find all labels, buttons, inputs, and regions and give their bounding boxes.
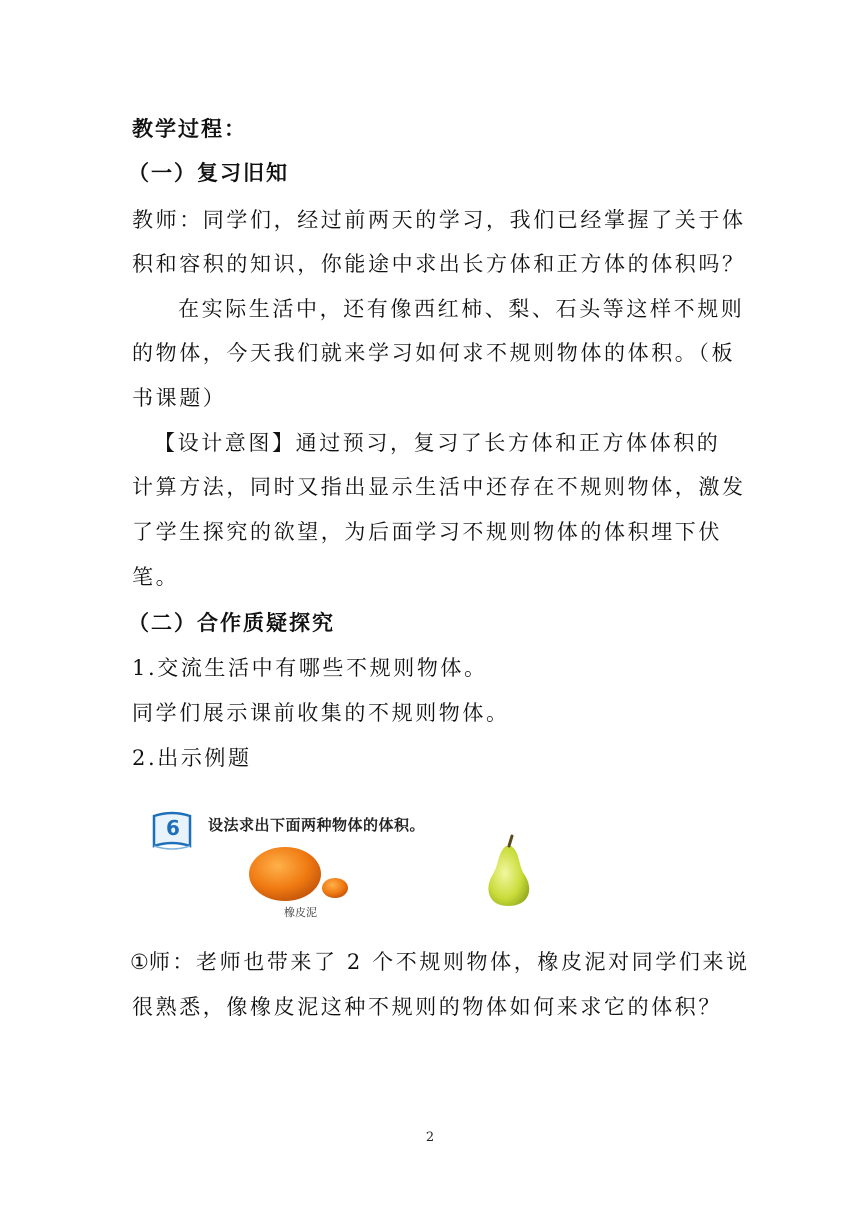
paragraph-line: 教师：同学们，经过前两天的学习，我们已经掌握了关于体 [132,208,746,232]
design-intent-line: 计算方法，同时又指出显示生活中还存在不规则物体，激发 [132,475,746,499]
teacher-line [130,947,760,977]
design-intent-line: 【设计意图】通过预习，复习了长方体和正方体体积的 [154,431,721,455]
paragraph-line: 书课题） [132,386,227,410]
teacher-text: 师：老师也带来了 2 个不规则物体，橡皮泥对同学们来说 [148,950,750,974]
circled-number-marker: ① [130,950,149,974]
paragraph-line: 积和容积的知识，你能途中求出长方体和正方体的体积吗？ [132,252,746,276]
clay-icon [249,847,348,901]
list-item-description: 同学们展示课前收集的不规则物体。 [132,701,510,725]
design-intent-line: 了学生探究的欲望，为后面学习不规则物体的体积埋下伏 [132,520,722,544]
design-intent-line: 笔。 [132,565,180,589]
teacher-line: 很熟悉，像橡皮泥这种不规则的物体如何来求它的体积？ [132,995,722,1019]
section1-title: （一）复习旧知 [128,160,289,185]
clay-label: 橡皮泥 [284,906,317,919]
section-heading: 教学过程： [132,116,247,141]
example-figure [150,808,600,920]
pear-icon [488,836,529,906]
paragraph-line: 的物体，今天我们就来学习如何求不规则物体的体积。（板 [132,341,736,365]
list-item: 1.交流生活中有哪些不规则物体。 [132,656,488,680]
list-item: 2.出示例题 [132,746,252,770]
paragraph-line: 在实际生活中，还有像西红柿、梨、石头等这样不规则 [178,297,745,321]
page-number: 2 [425,1130,435,1145]
example-title: 设法求出下面两种物体的体积。 [208,816,426,834]
example-number: 6 [166,816,180,840]
section2-title: （二）合作质疑探究 [128,610,335,635]
